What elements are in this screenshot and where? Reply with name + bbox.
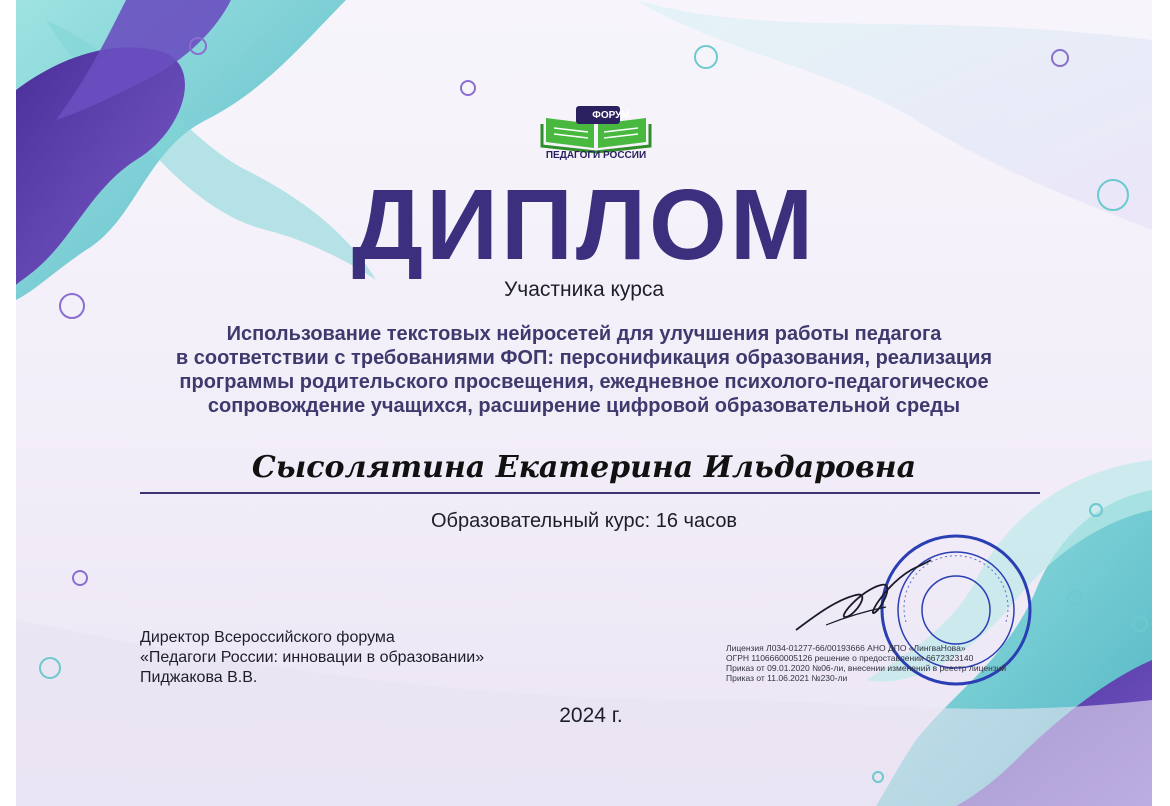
- course-title-line: программы родительского просвещения, ежедневное психолого-педагогическое: [179, 371, 989, 393]
- name-underline: [140, 492, 1040, 494]
- course-hours: Образовательный курс: 16 часов: [430, 510, 738, 532]
- license-line: Приказ от 11.06.2021 №230-ли: [726, 673, 848, 683]
- license-line: Приказ от 09.01.2020 №06-ли, внесении изменений в реестр лицензий: [726, 663, 1007, 673]
- handwritten-signature: [786, 555, 936, 640]
- diploma-title: ДИПЛОМ: [351, 169, 817, 281]
- license-line: ОГРН 1106660005126 решение о предоставлении 6672323140: [726, 653, 974, 663]
- bubble: [73, 571, 87, 585]
- bubble: [695, 46, 717, 68]
- course-title: [116, 322, 1052, 418]
- diploma-document: [16, 0, 1152, 806]
- director-signature-block: [140, 628, 620, 688]
- diploma-subtitle: Участника курса: [503, 278, 665, 301]
- course-title-line: сопровождение учащихся, расширение цифровой образовательной среды: [207, 395, 961, 417]
- logo-text-teachers: ПЕДАГОГИ РОССИИ: [545, 150, 647, 161]
- forum-logo: [536, 98, 656, 168]
- logo-text-forum: ФОРУМ: [592, 110, 630, 121]
- bubble: [461, 81, 475, 95]
- course-title-line: Использование текстовых нейросетей для улучшения работы педагога: [226, 323, 942, 345]
- license-info: [726, 643, 1046, 683]
- license-line: Лицензия Л034-01277-66/00193666 АНО ДПО «ЛингваНова»: [726, 643, 966, 653]
- course-title-line: в соответствии с требованиями ФОП: персонификация образования, реализация: [175, 347, 993, 369]
- director-line: «Педагоги России: инновации в образовании»: [140, 649, 485, 666]
- director-line: Пиджакова В.В.: [140, 669, 258, 686]
- director-line: Директор Всероссийского форума: [140, 629, 395, 646]
- issue-year: 2024 г.: [559, 704, 623, 727]
- recipient-name: Сысолятина Екатерина Ильдаровна: [251, 450, 917, 485]
